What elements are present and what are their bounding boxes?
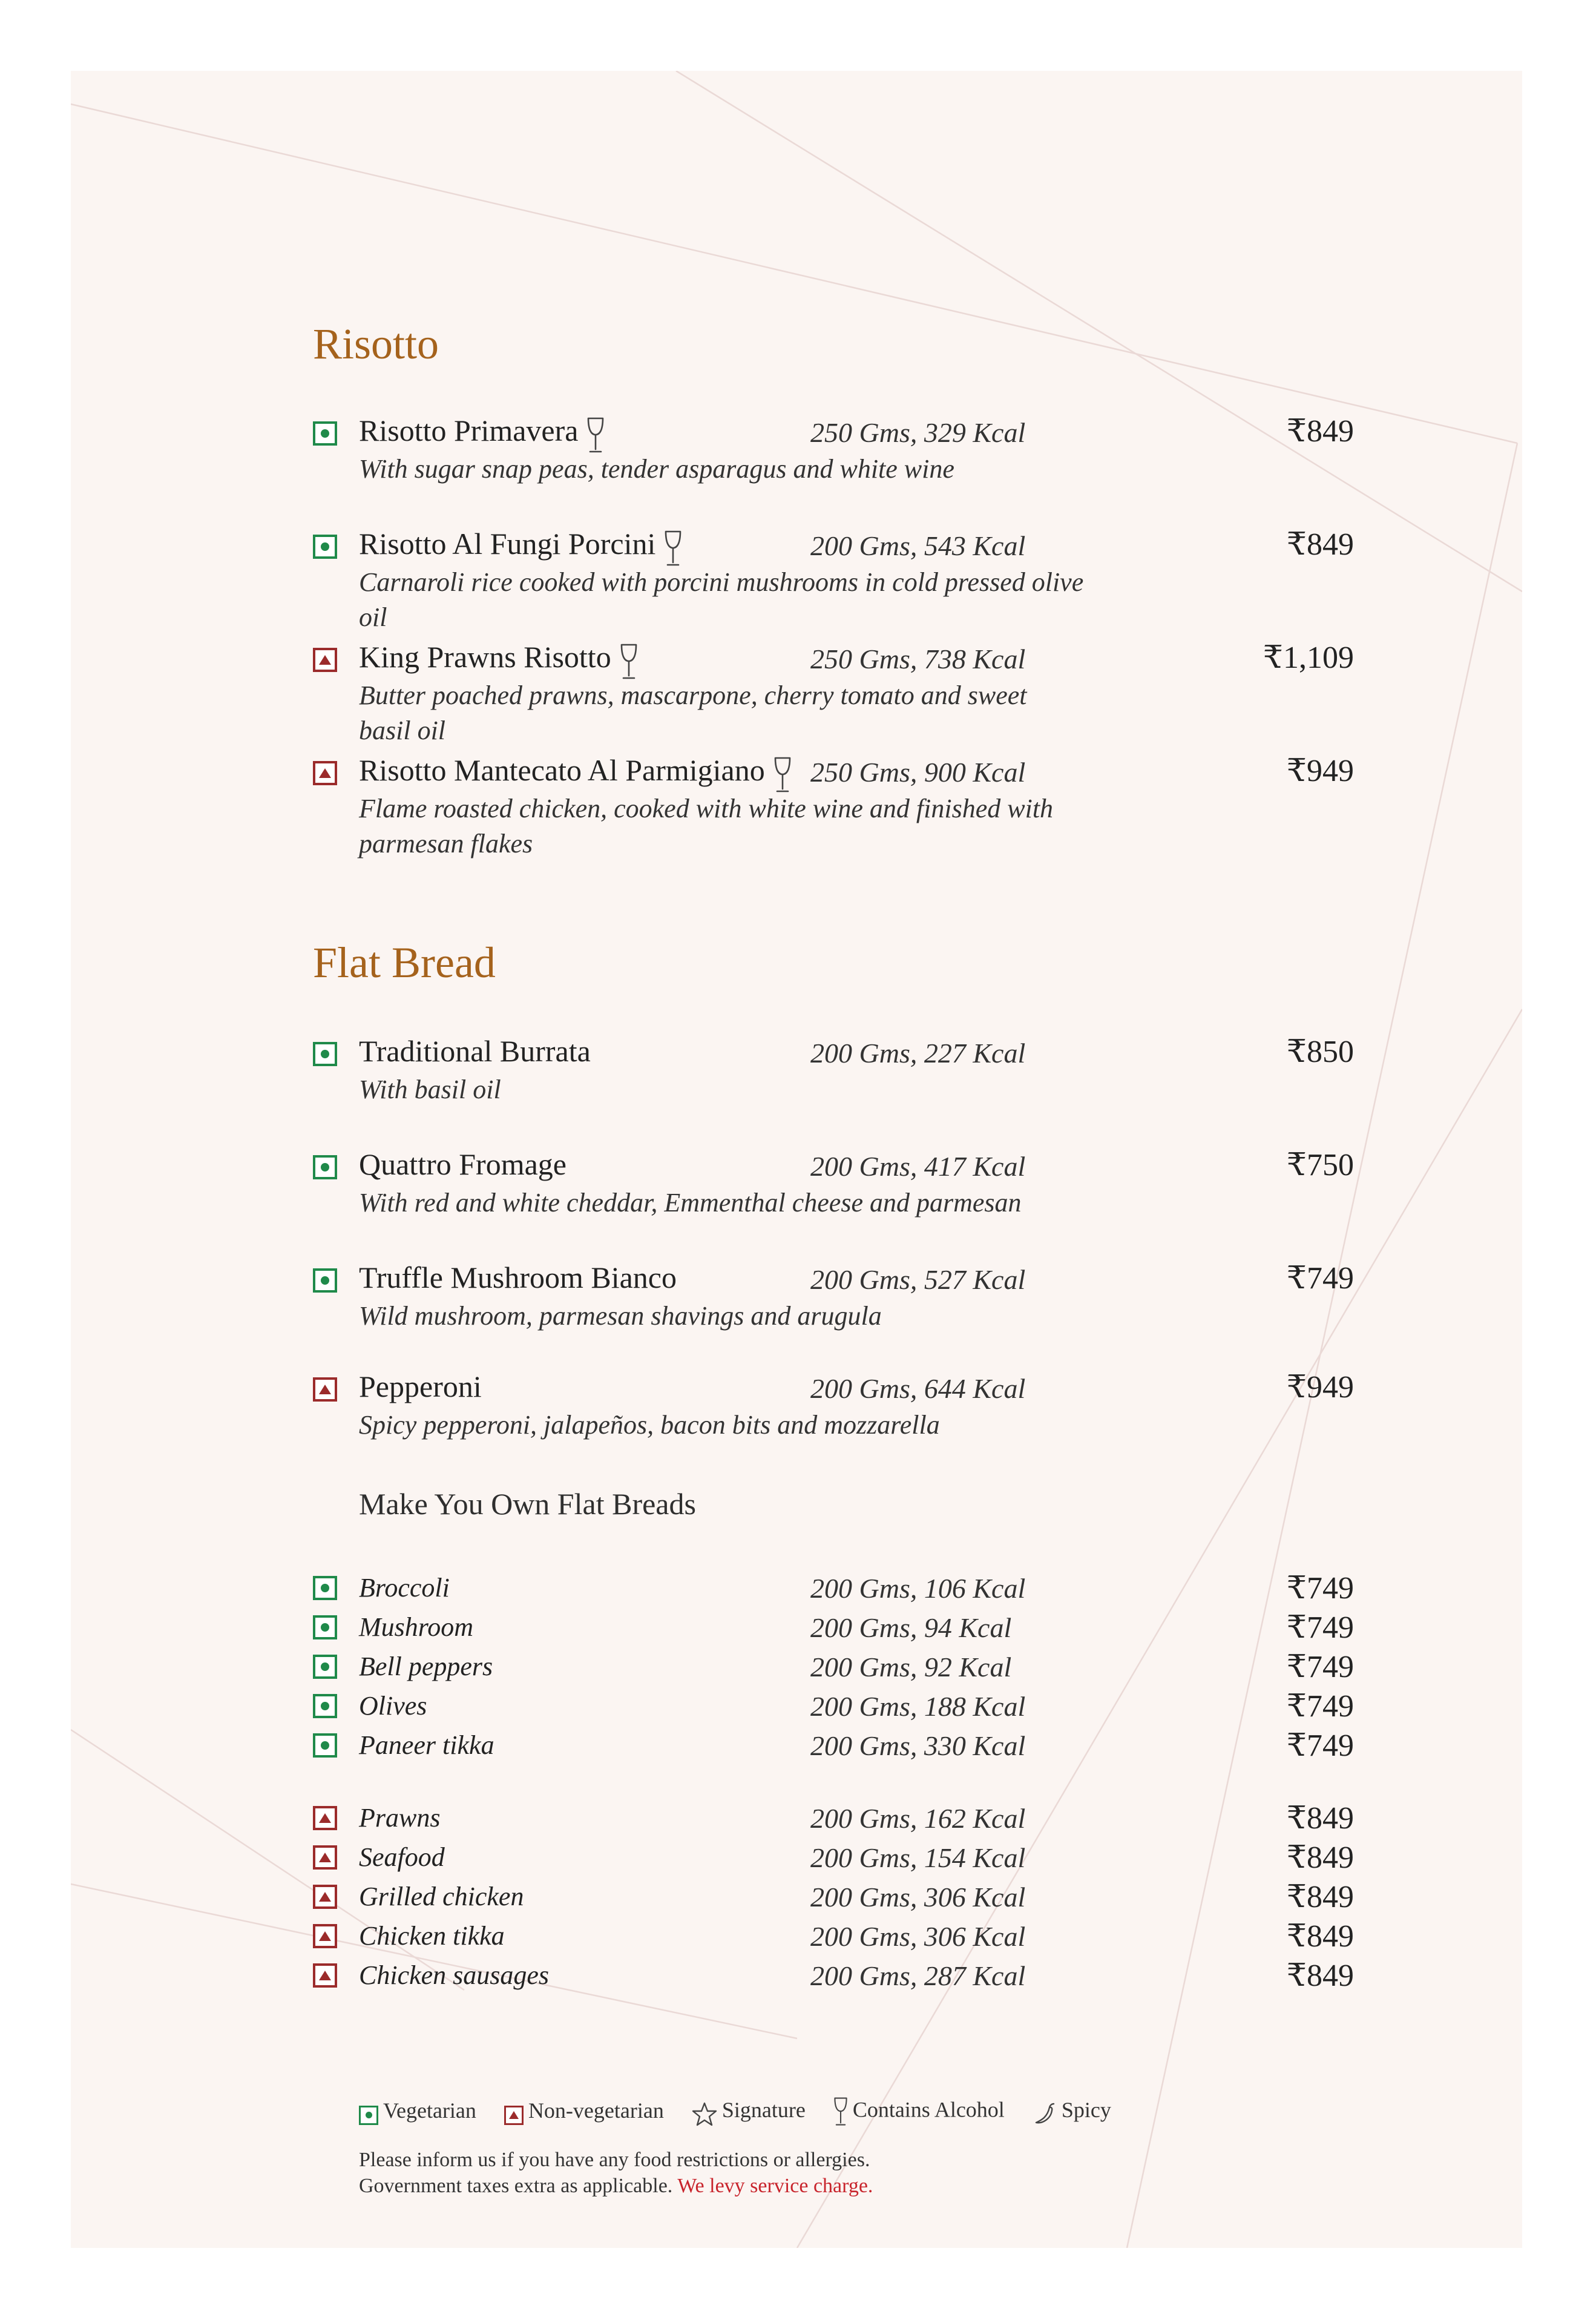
description-line: parmesan flakes (359, 829, 533, 858)
item-name-text: Pepperoni (359, 1369, 482, 1403)
nonveg-mark-icon (313, 1924, 337, 1948)
topping-name: Seafood (359, 1842, 445, 1872)
topping-name: Grilled chicken (359, 1882, 524, 1911)
item-portion: 250 Gms, 329 Kcal (810, 417, 1026, 448)
item-price: ₹849 (1286, 414, 1354, 449)
legend-item (833, 2097, 1005, 2127)
veg-mark-icon (313, 1576, 337, 1600)
item-portion: 200 Gms, 227 Kcal (810, 1038, 1026, 1069)
topping-price: ₹849 (1286, 1880, 1354, 1914)
veg-mark-icon (313, 1615, 337, 1639)
topping-portion: 200 Gms, 92 Kcal (810, 1652, 1012, 1682)
chili-icon (1033, 2099, 1062, 2126)
item-portion: 200 Gms, 644 Kcal (810, 1373, 1026, 1404)
topping-portion: 200 Gms, 306 Kcal (810, 1882, 1026, 1913)
item-name-text: King Prawns Risotto (359, 640, 611, 674)
service-charge-text: We levy service charge. (677, 2175, 873, 2197)
veg-mark-icon (359, 2100, 383, 2126)
item-name (359, 1369, 482, 1404)
item-name (359, 1147, 566, 1182)
item-description (359, 791, 1085, 862)
menu-item (313, 413, 1354, 487)
item-description (359, 678, 1085, 748)
description-line: Wild mushroom, parmesan shavings and arugula (359, 1301, 882, 1331)
topping-price: ₹849 (1286, 1840, 1354, 1875)
topping-price: ₹749 (1286, 1571, 1354, 1606)
topping-row (313, 1730, 1354, 1768)
topping-price: ₹749 (1286, 1689, 1354, 1724)
topping-row (313, 1920, 1354, 1959)
item-name-text: Quattro Fromage (359, 1147, 566, 1181)
legend (359, 2097, 1139, 2133)
item-portion: 200 Gms, 417 Kcal (810, 1151, 1026, 1182)
item-price: ₹849 (1286, 527, 1354, 562)
menu-item (313, 753, 1354, 862)
description-line: With basil oil (359, 1075, 501, 1104)
item-price: ₹1,109 (1263, 641, 1354, 675)
topping-portion: 200 Gms, 287 Kcal (810, 1960, 1026, 1991)
veg-mark-icon (313, 421, 337, 446)
wine-glass-icon (586, 417, 605, 461)
topping-price: ₹749 (1286, 1610, 1354, 1645)
menu-item (313, 639, 1354, 748)
nonveg-mark-icon (313, 1963, 337, 1988)
veg-mark-icon (313, 1733, 337, 1758)
veg-mark-icon (313, 1042, 337, 1066)
menu-item (313, 1033, 1354, 1107)
item-portion: 250 Gms, 738 Kcal (810, 644, 1026, 674)
nonveg-mark-icon (313, 1806, 337, 1830)
tax-note (359, 2175, 873, 2198)
item-portion: 200 Gms, 527 Kcal (810, 1264, 1026, 1295)
topping-name: Olives (359, 1691, 427, 1721)
menu-page (71, 71, 1522, 2248)
legend-label: Spicy (1061, 2098, 1111, 2123)
legend-label: Vegetarian (383, 2098, 476, 2123)
menu-item (313, 526, 1354, 635)
item-name (359, 639, 638, 688)
item-name (359, 413, 605, 461)
topping-portion: 200 Gms, 94 Kcal (810, 1612, 1012, 1643)
topping-row (313, 1842, 1354, 1880)
wine-glass-icon (620, 643, 638, 688)
veg-mark-icon (313, 1155, 337, 1179)
topping-row (313, 1612, 1354, 1650)
topping-name: Paneer tikka (359, 1730, 494, 1760)
menu-item (313, 1147, 1354, 1221)
topping-row (313, 1802, 1354, 1841)
legend-label: Signature (721, 2098, 806, 2123)
veg-mark-icon (313, 535, 337, 559)
item-price: ₹750 (1286, 1148, 1354, 1182)
item-price: ₹949 (1286, 1370, 1354, 1405)
topping-row (313, 1690, 1354, 1729)
topping-name: Mushroom (359, 1612, 474, 1642)
wine-glass-icon (664, 530, 682, 575)
star-icon (692, 2099, 722, 2126)
topping-row (313, 1572, 1354, 1611)
menu-item (313, 1260, 1354, 1334)
sub-heading: Make You Own Flat Breads (359, 1487, 696, 1521)
description-line: Butter poached prawns, mascarpone, cherry tomato and sweet basil oil (359, 680, 1027, 745)
nonveg-mark-icon (313, 1377, 337, 1402)
nonveg-mark-icon (313, 1845, 337, 1870)
allergy-note: Please inform us if you have any food restrictions or allergies. (359, 2149, 870, 2171)
topping-portion: 200 Gms, 330 Kcal (810, 1730, 1026, 1761)
topping-price: ₹749 (1286, 1728, 1354, 1763)
item-name-text: Truffle Mushroom Bianco (359, 1260, 677, 1294)
legend-item (1033, 2097, 1111, 2126)
section-title: Risotto (313, 320, 439, 368)
legend-item (504, 2098, 664, 2126)
veg-mark-icon (313, 1694, 337, 1718)
topping-price: ₹749 (1286, 1650, 1354, 1684)
item-portion: 250 Gms, 900 Kcal (810, 757, 1026, 788)
topping-portion: 200 Gms, 106 Kcal (810, 1573, 1026, 1604)
topping-portion: 200 Gms, 188 Kcal (810, 1691, 1026, 1722)
topping-row (313, 1881, 1354, 1920)
wine-glass-icon (833, 2097, 853, 2127)
item-name-text: Risotto Mantecato Al Parmigiano (359, 753, 765, 787)
topping-price: ₹849 (1286, 1801, 1354, 1836)
tax-text: Government taxes extra as applicable. (359, 2175, 673, 2197)
item-name (359, 1033, 591, 1069)
item-portion: 200 Gms, 543 Kcal (810, 530, 1026, 561)
nonveg-mark-icon (313, 761, 337, 785)
topping-name: Broccoli (359, 1573, 450, 1603)
topping-price: ₹849 (1286, 1959, 1354, 1993)
veg-mark-icon (313, 1655, 337, 1679)
topping-name: Chicken tikka (359, 1921, 505, 1951)
item-name (359, 1260, 677, 1295)
item-name-text: Risotto Primavera (359, 414, 579, 447)
item-description (359, 565, 1085, 635)
description-line: Carnaroli rice cooked with porcini mushrooms in cold pressed olive oil (359, 567, 1084, 632)
item-name (359, 753, 792, 801)
topping-price: ₹849 (1286, 1919, 1354, 1954)
nonveg-mark-icon (504, 2100, 528, 2126)
description-line: With sugar snap peas, tender asparagus and white wine (359, 454, 954, 484)
description-line: Spicy pepperoni, jalapeños, bacon bits and mozzarella (359, 1410, 940, 1440)
section-title: Flat Bread (313, 938, 496, 987)
item-name-text: Traditional Burrata (359, 1034, 591, 1068)
legend-item (692, 2097, 806, 2126)
topping-row (313, 1651, 1354, 1690)
nonveg-mark-icon (313, 648, 337, 672)
item-price: ₹850 (1286, 1035, 1354, 1069)
topping-row (313, 1960, 1354, 1998)
description-line: With red and white cheddar, Emmenthal cheese and parmesan (359, 1188, 1022, 1218)
topping-portion: 200 Gms, 306 Kcal (810, 1921, 1026, 1952)
wine-glass-icon (773, 756, 792, 801)
item-price: ₹749 (1286, 1261, 1354, 1296)
description-line: Flame roasted chicken, cooked with white wine and finished with (359, 794, 1054, 823)
menu-item (313, 1369, 1354, 1443)
topping-name: Prawns (359, 1803, 441, 1833)
topping-portion: 200 Gms, 162 Kcal (810, 1803, 1026, 1834)
item-name (359, 526, 682, 575)
nonveg-mark-icon (313, 1885, 337, 1909)
topping-portion: 200 Gms, 154 Kcal (810, 1842, 1026, 1873)
legend-label: Non-vegetarian (528, 2098, 664, 2123)
legend-item (359, 2098, 476, 2126)
legend-label: Contains Alcohol (852, 2097, 1005, 2122)
topping-name: Chicken sausages (359, 1960, 550, 1990)
veg-mark-icon (313, 1268, 337, 1293)
item-price: ₹949 (1286, 754, 1354, 788)
topping-name: Bell peppers (359, 1652, 493, 1681)
item-name-text: Risotto Al Fungi Porcini (359, 527, 656, 561)
